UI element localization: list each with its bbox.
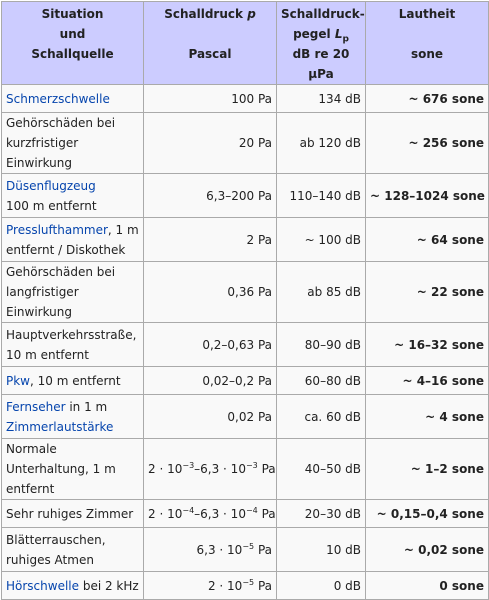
situation-cell (2, 85, 144, 113)
schmerzschwelle-link[interactable]: Schmerzschwelle (6, 91, 110, 106)
level-cell: ab 120 dB (277, 113, 366, 174)
loudness-cell: ~ 64 sone (366, 218, 489, 262)
table-row (2, 500, 489, 528)
pressure-cell: 2 Pa (144, 218, 277, 262)
pressure-cell: 0,02 Pa (144, 395, 277, 439)
header-pressure: Schalldruck p Pascal (144, 2, 277, 85)
situation-cell: Sehr ruhiges Zimmer (2, 500, 144, 528)
pkw-link[interactable]: Pkw (6, 373, 30, 388)
situation-cell: Hörschwelle bei 2 kHz (2, 572, 144, 600)
pressure-cell: 0,36 Pa (144, 262, 277, 323)
table-row (2, 113, 489, 174)
pressure-cell: 0,02–0,2 Pa (144, 367, 277, 395)
fernseher-link[interactable]: Fernseher (6, 399, 66, 414)
level-cell: 40–50 dB (277, 439, 366, 500)
level-cell: ca. 60 dB (277, 395, 366, 439)
header-level: Schalldruck- pegel $L_p$ dB re 20 µPa (277, 2, 366, 85)
loudness-cell: ~ 676 sone (366, 85, 489, 113)
table-container (1, 1, 489, 600)
situation-cell: Gehörschäden bei kurzfristiger Einwirkung (2, 113, 144, 174)
level-cell: 110–140 dB (277, 174, 366, 218)
loudness-cell: ~ 16–32 sone (366, 323, 489, 367)
situation-cell: Blätterrauschen, ruhiges Atmen (2, 528, 144, 572)
header-loudness: Lautheit sone (366, 2, 489, 85)
table-row (2, 395, 489, 439)
level-cell: 0 dB (277, 572, 366, 600)
loudness-cell: ~ 0,02 sone (366, 528, 489, 572)
loudness-cell: ~ 4–16 sone (366, 367, 489, 395)
loudness-cell: ~ 0,15–0,4 sone (366, 500, 489, 528)
header-situation: Situation und Schallquelle (2, 2, 144, 85)
table-row (2, 528, 489, 572)
zimmerlautstaerke-link[interactable]: Zimmerlautstärke (6, 419, 114, 434)
situation-cell: Gehörschäden bei langfristiger Einwirkung (2, 262, 144, 323)
table-row (2, 367, 489, 395)
situation-cell: Düsenflugzeug 100 m entfernt (2, 174, 144, 218)
loudness-cell: ~ 1–2 sone (366, 439, 489, 500)
duesenflugzeug-link[interactable]: Düsenflugzeug (6, 178, 96, 193)
loudness-cell: ~ 22 sone (366, 262, 489, 323)
header-row (2, 2, 489, 85)
presslufthammer-link[interactable]: Presslufthammer (6, 222, 108, 237)
situation-cell: Pkw, 10 m entfernt (2, 367, 144, 395)
pressure-cell: 100 Pa (144, 85, 277, 113)
level-cell: 20–30 dB (277, 500, 366, 528)
pressure-cell: $2 \cdot 10^{-3}-6,3 \cdot 10^{-3}$ Pa (144, 439, 277, 500)
level-cell: 10 dB (277, 528, 366, 572)
situation-cell: Normale Unterhaltung, 1 m entfernt (2, 439, 144, 500)
table-row (2, 262, 489, 323)
situation-cell: Fernseher in 1 m Zimmerlautstärke (2, 395, 144, 439)
table-row (2, 323, 489, 367)
situation-cell: Hauptverkehrsstraße, 10 m entfernt (2, 323, 144, 367)
loudness-cell: ~ 256 sone (366, 113, 489, 174)
pressure-cell: 20 Pa (144, 113, 277, 174)
pressure-cell: 0,2–0,63 Pa (144, 323, 277, 367)
loudness-cell: 0 sone (366, 572, 489, 600)
table-row (2, 218, 489, 262)
level-cell: ~ 100 dB (277, 218, 366, 262)
pressure-cell: $6,3 \cdot 10^{-5}$ Pa (144, 528, 277, 572)
level-cell: 80–90 dB (277, 323, 366, 367)
loudness-cell: ~ 128–1024 sone (366, 174, 489, 218)
level-cell: ab 85 dB (277, 262, 366, 323)
level-cell: 60–80 dB (277, 367, 366, 395)
situation-cell: Presslufthammer, 1 m entfernt / Diskothek (2, 218, 144, 262)
loudness-cell: ~ 4 sone (366, 395, 489, 439)
table-row (2, 439, 489, 500)
pressure-cell: $2 \cdot 10^{-4}-6,3 \cdot 10^{-4}$ Pa (144, 500, 277, 528)
pressure-cell: $2 \cdot 10^{-5}$ Pa (144, 572, 277, 600)
table-row (2, 85, 489, 113)
level-cell: 134 dB (277, 85, 366, 113)
loudness-table (1, 1, 489, 600)
pressure-cell: 6,3–200 Pa (144, 174, 277, 218)
table-row (2, 174, 489, 218)
hoerschwelle-link[interactable]: Hörschwelle (6, 578, 80, 593)
table-row (2, 572, 489, 600)
